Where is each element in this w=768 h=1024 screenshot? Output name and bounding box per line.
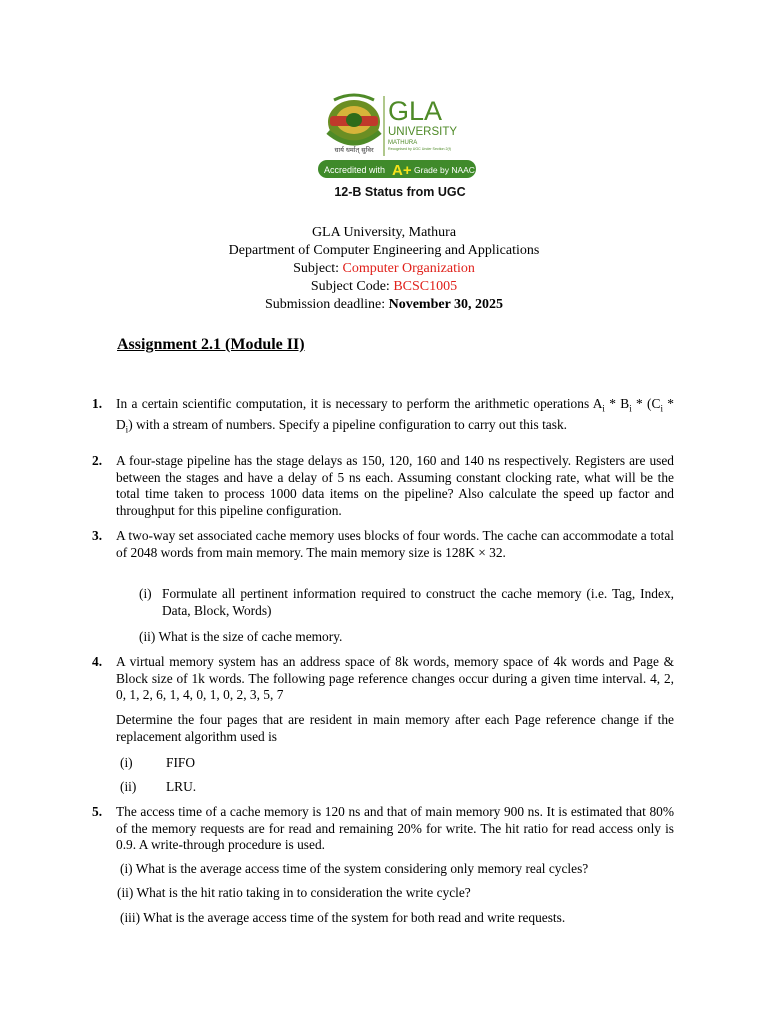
question-text: A two-way set associated cache memory uses blocks of four words. The cache can accommodate a total of 2048 words from main memory. The main memory size is 128K × 32. [116, 528, 674, 560]
logo-name-main: GLA [388, 96, 443, 126]
question-text: A virtual memory system has an address space of 8k words, memory space of 4k words and Page & Block size of 1k words. The following page reference changes occur during a given time interval. 4, 2, 0, 1, 2, 6, 1, 4, 0, 1, 0, 2, 3, 5, 7 [116, 654, 674, 703]
university-line: GLA University, Mathura [311, 225, 457, 240]
q5-subpart-1: (i) What is the average access time of the system considering only memory real cycles? [120, 861, 589, 876]
assignment-title: Assignment 2.1 (Module II) [117, 336, 305, 353]
question-number: 3. [92, 528, 103, 543]
q5-subpart-2: (ii) What is the hit ratio taking in to consideration the write cycle? [117, 885, 471, 900]
naac-grade: A+ [392, 162, 412, 179]
question-number: 1. [92, 396, 103, 411]
subject-value: Computer Organization [342, 261, 475, 276]
deadline-label: Submission deadline: [264, 297, 389, 312]
subject-line [0, 260, 768, 278]
q4-option-2 [120, 779, 197, 796]
logo-motto: धार्य धर्मात् सुविर [334, 146, 374, 154]
q3-subpart-1 [139, 586, 674, 619]
option-label: (ii) [120, 779, 137, 794]
logo-recognition: Recognised by UGC Under Section 2(f) [388, 147, 451, 151]
question-4 [92, 654, 674, 704]
deadline-value: November 30, 2025 [388, 297, 504, 312]
question-text: A four-stage pipeline has the stage delays as 150, 120, 160 and 140 ns respectively. Registers are used between the stages and have a delay of 5 ns each. Assuming constant clocking rate, what will be the total time taken to process 1000 data items on the pipeline? Also calculate the speed up factor and throughput for this pipeline configuration. [116, 453, 674, 518]
q5-subpart-3: (iii) What is the average access time of the system for both read and write requests. [120, 910, 566, 925]
subject-label: Subject: [293, 261, 343, 276]
question-text: In a certain scientific computation, it is necessary to perform the arithmetic operations $A_i * B_i * (C_i * D_i)$ with a stream of numbers. Specify a pipeline configuration to carry out this task. [116, 396, 674, 435]
question-number: 4. [92, 654, 103, 669]
q4-option-1 [120, 755, 196, 772]
deadline-line [0, 296, 768, 314]
subject-code-label: Subject Code: [310, 279, 394, 294]
document-header [0, 224, 768, 314]
question-number: 2. [92, 453, 103, 468]
subject-code-value: BCSC1005 [393, 279, 458, 294]
question-3 [92, 528, 674, 561]
q3-subpart-2: (ii) What is the size of cache memory. [139, 629, 343, 644]
question-text: The access time of a cache memory is 120 ns and that of main memory 900 ns. It is estimated that 80% of the memory requests are for read and remaining 20% for write. The hit ratio for read access only is 0.9. A write-through procedure is used. [116, 804, 674, 853]
option-label: (i) [120, 755, 133, 770]
naac-accredited-text: Accredited with [324, 165, 386, 175]
logo-name-sub: UNIVERSITY [388, 126, 458, 138]
question-5 [92, 804, 674, 854]
question-1 [92, 396, 674, 439]
ugc-status: 12-B Status from UGC [334, 185, 466, 199]
subject-code-line [0, 278, 768, 296]
logo-city: MATHURA [388, 140, 418, 146]
option-text: FIFO [166, 755, 196, 770]
naac-grade-by: Grade by NAAC [414, 165, 475, 175]
instruction-text: Determine the four pages that are resident in main memory after each Page reference change if the replacement algorithm used is [116, 712, 674, 744]
subpart-label: (i) [139, 586, 152, 601]
question-number: 5. [92, 804, 103, 819]
department-line: Department of Computer Engineering and Applications [228, 243, 540, 258]
university-emblem [328, 95, 380, 144]
question-2 [92, 453, 674, 519]
q4-instruction [116, 712, 674, 745]
subpart-text: Formulate all pertinent information required to construct the cache memory (i.e. Tag, Index, Data, Block, Words) [162, 586, 674, 618]
gla-university-logo [316, 92, 482, 202]
option-text: LRU. [166, 779, 197, 794]
